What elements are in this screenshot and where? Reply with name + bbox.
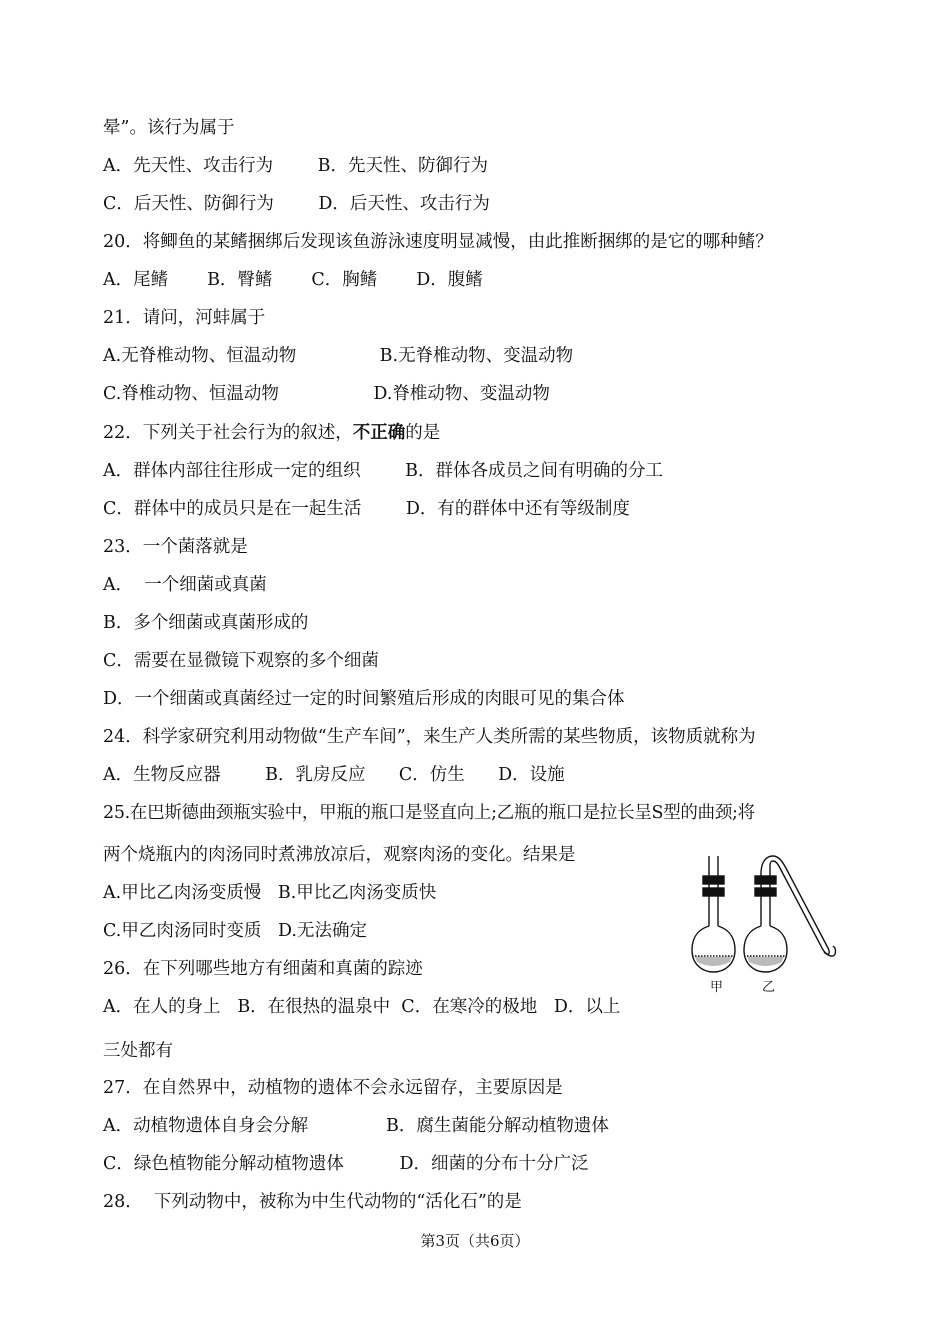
q28-stem: 28． 下列动物中，被称为中生代动物的“活化石”的是 bbox=[103, 1192, 522, 1212]
q25-stem-line2: 两个烧瓶内的肉汤同时煮沸放凉后，观察肉汤的变化。结果是 bbox=[103, 845, 576, 865]
q25-stem-line1: 25.在巴斯德曲颈瓶实验中，甲瓶的瓶口是竖直向上;乙瓶的瓶口是拉长呈S型的曲颈;将 bbox=[103, 803, 755, 823]
q23-option-d: D．一个细菌或真菌经过一定的时间繁殖后形成的肉眼可见的集合体 bbox=[103, 689, 625, 709]
q26-options: A．在人的身上 B．在很热的温泉中 C．在寒冷的极地 D．以上 bbox=[103, 997, 621, 1017]
q22-stem-pre: 22．下列关于社会行为的叙述， bbox=[103, 423, 353, 443]
q21-options-ab: A.无脊椎动物、恒温动物 B.无脊椎动物、变温动物 bbox=[103, 346, 574, 366]
pasteur-flask-figure bbox=[688, 848, 848, 998]
q22-options-ab: A．群体内部往往形成一定的组织 B．群体各成员之间有明确的分工 bbox=[103, 461, 663, 481]
q23-option-c: C．需要在显微镜下观察的多个细菌 bbox=[103, 651, 379, 671]
q25-options-cd: C.甲乙肉汤同时变质 D.无法确定 bbox=[103, 921, 367, 941]
q27-stem: 27．在自然界中，动植物的遗体不会永远留存，主要原因是 bbox=[103, 1078, 563, 1098]
q27-options-cd: C．绿色植物能分解动植物遗体 D．细菌的分布十分广泛 bbox=[103, 1154, 589, 1174]
flask-yi-label: 乙 bbox=[762, 980, 776, 995]
q22-stem-post: 的是 bbox=[405, 423, 441, 443]
q20-stem: 20．将鲫鱼的某鳍捆绑后发现该鱼游泳速度明显减慢，由此推断捆绑的是它的哪种鳍？ bbox=[103, 232, 773, 252]
page-footer: 第3页（共6页） bbox=[420, 1232, 530, 1250]
q27-options-ab: A．动植物遗体自身会分解 B．腐生菌能分解动植物遗体 bbox=[103, 1116, 609, 1136]
flask-jia-label: 甲 bbox=[710, 980, 724, 995]
q23-option-a: A． 一个细菌或真菌 bbox=[103, 575, 267, 595]
q22-stem bbox=[103, 421, 440, 445]
q19-stem-tail: 晕”。该行为属于 bbox=[103, 118, 235, 138]
q19-options-cd: C．后天性、防御行为 D．后天性、攻击行为 bbox=[103, 194, 490, 214]
q23-stem: 23．一个菌落就是 bbox=[103, 537, 248, 557]
flask-yi bbox=[744, 856, 835, 972]
q22-options-cd: C．群体中的成员只是在一起生活 D．有的群体中还有等级制度 bbox=[103, 499, 630, 519]
q26-stem: 26．在下列哪些地方有细菌和真菌的踪迹 bbox=[103, 959, 423, 979]
q25-options-ab: A.甲比乙肉汤变质慢 B.甲比乙肉汤变质快 bbox=[103, 883, 437, 903]
q21-options-cd: C.脊椎动物、恒温动物 D.脊椎动物、变温动物 bbox=[103, 384, 550, 404]
q26-option-d-tail: 三处都有 bbox=[103, 1041, 173, 1061]
q24-stem: 24．科学家研究利用动物做“生产车间”，来生产人类所需的某些物质，该物质就称为 bbox=[103, 727, 756, 747]
q22-stem-emphasis: 不正确 bbox=[352, 423, 406, 443]
q21-stem: 21．请问，河蚌属于 bbox=[103, 308, 266, 328]
q23-option-b: B．多个细菌或真菌形成的 bbox=[103, 613, 309, 633]
q20-options: A．尾鳍 B．臀鳍 C．胸鳍 D．腹鳍 bbox=[103, 270, 483, 290]
q19-options-ab: A．先天性、攻击行为 B．先天性、防御行为 bbox=[103, 156, 488, 176]
flask-jia bbox=[692, 856, 735, 972]
q24-options: A．生物反应器 B．乳房反应 C．仿生 D．设施 bbox=[103, 765, 565, 785]
